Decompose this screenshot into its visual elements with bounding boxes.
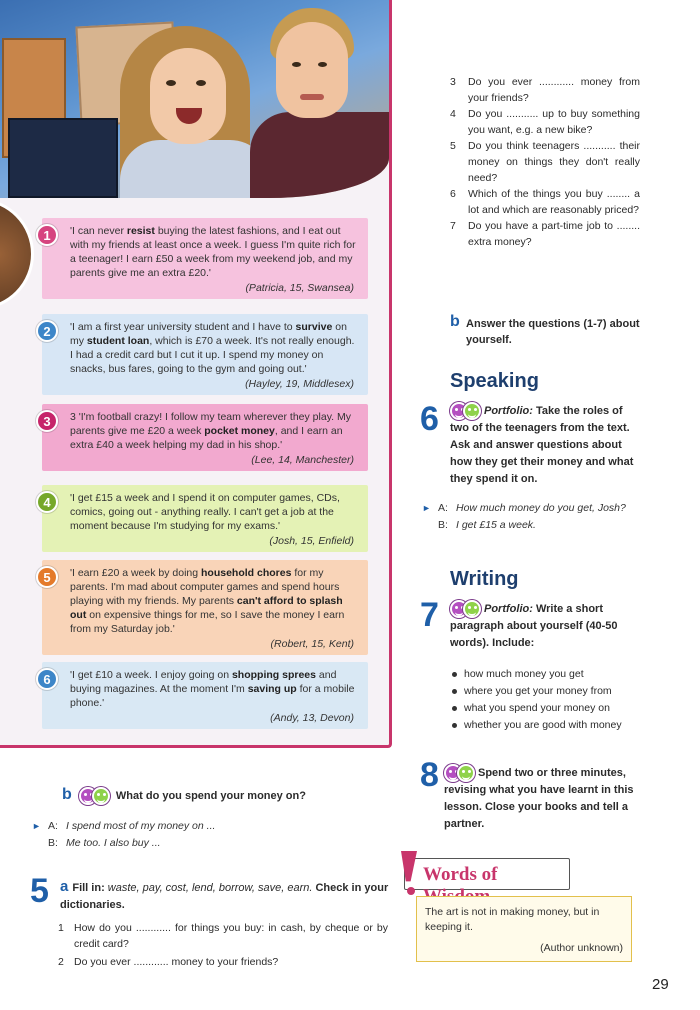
quote-signature: (Hayley, 19, Middlesex) <box>245 378 354 390</box>
quote-keyword: survive <box>295 321 333 333</box>
bullet-item: where you get your money from <box>450 683 650 700</box>
portfolio-label: Portfolio: <box>484 404 533 417</box>
quote-text: for my parents. I'm mad about computer games and spend hours playing with my friends. My parents <box>70 567 340 607</box>
quote-signature: (Josh, 15, Enfield) <box>269 535 354 547</box>
quote-number: 2 <box>36 320 58 342</box>
girl-eye <box>166 80 176 86</box>
quote-keyword: shopping sprees <box>231 669 316 681</box>
list-item <box>450 106 640 138</box>
reading-panel <box>0 0 392 748</box>
dialog-line: I spend most of my money on ... <box>66 820 216 832</box>
list-item <box>450 218 640 250</box>
item-text: Do you ever ............ money to your friends? <box>74 956 279 968</box>
task-letter: b <box>450 313 460 330</box>
task-text: What do you spend your money on? <box>115 790 306 802</box>
quote-signature: (Patricia, 15, Swansea) <box>245 282 354 294</box>
item-text: Which of the things you buy ........ a lot and which are reasonably priced? <box>468 188 640 216</box>
quote-number: 4 <box>36 491 58 513</box>
play-arrow-icon: ► <box>422 503 431 513</box>
quote-text: 'I earn £20 a week by doing <box>70 567 202 579</box>
quote-keyword: student loan <box>86 335 150 347</box>
task-b-spend <box>62 786 306 805</box>
pair-work-icon <box>79 787 110 805</box>
quote-text: 3 'I'm football crazy! I follow my team wherever they play. My parents give me £20 a week <box>70 411 351 437</box>
task-letter: a <box>60 878 69 895</box>
quote-text: 'I can never <box>70 225 127 237</box>
writing-task <box>450 600 640 652</box>
task-text: Take the roles of two of the teenagers from the text. Ask and answer questions about how they get their money and what they spend it on. <box>450 404 634 485</box>
pair-work-icon <box>450 600 481 618</box>
task-text: Check in your dictionaries. <box>60 882 389 911</box>
task-text: Answer the questions (1-7) about yourself. <box>466 318 640 346</box>
dialog-line: Me too. I also buy ... <box>66 837 161 849</box>
quote-signature: (Robert, 15, Kent) <box>270 638 354 650</box>
task-letter: b <box>62 786 72 803</box>
item-text: Do you have a part-time job to ........ extra money? <box>468 220 640 248</box>
item-number: 4 <box>450 108 456 120</box>
quote-keyword: saving up <box>247 683 297 695</box>
words-of-wisdom-box <box>416 896 632 962</box>
item-text: How do you ............ for things you buy: in cash, by cheque or by credit card? <box>74 922 388 950</box>
quote-box <box>42 314 368 395</box>
list-item <box>450 138 640 186</box>
quote-text: 'I get £15 a week and I spend it on computer games, CDs, comics, going out - anything really. I can't get a job at the moment because I'm studying for my exams.' <box>70 492 340 532</box>
quote-text: 'I get £10 a week. I enjoy going on <box>70 669 232 681</box>
quote-box <box>42 662 368 729</box>
task-b-answer <box>450 313 650 348</box>
task-number: 6 <box>420 400 439 438</box>
writing-bullets <box>450 666 650 734</box>
quote-keyword: household chores <box>201 567 292 579</box>
side-photo <box>0 198 34 310</box>
exclamation-icon <box>407 887 415 895</box>
list-item <box>450 74 640 106</box>
quote-text: on my <box>70 321 347 347</box>
girl-figure <box>150 48 226 144</box>
dialog-line: How much money do you get, Josh? <box>456 502 626 514</box>
portfolio-label: Portfolio: <box>484 602 533 615</box>
shopping-bag <box>8 118 118 198</box>
boy-figure <box>276 22 348 118</box>
speaking-heading: Speaking <box>450 370 539 392</box>
task-text: Fill in: <box>72 882 108 894</box>
boy-eye <box>318 62 327 67</box>
quote-text: for a mobile phone.' <box>70 683 355 709</box>
quote-text: 'I am a first year university student and I have to <box>70 321 296 333</box>
exclamation-icon <box>401 851 417 889</box>
quote-text: buying the latest fashions, and I eat out with my friends at least once a week. I guess I'm quite rich for a teenager! I earn £50 a week from my weekend job, and my parents give me an extra £20.' <box>70 225 356 279</box>
quote-number: 6 <box>36 668 58 690</box>
quote-box <box>42 218 368 299</box>
speaker-label: A: <box>438 502 448 514</box>
fill-in-list <box>58 920 388 972</box>
boy-eye <box>292 62 301 67</box>
item-number: 5 <box>450 140 456 152</box>
wow-title-text: Words of <box>423 864 498 885</box>
item-number: 7 <box>450 220 456 232</box>
speaker-label: A: <box>48 820 58 832</box>
word-list: waste, pay, cost, lend, borrow, save, earn. <box>107 882 313 894</box>
spend-dialog <box>32 818 368 852</box>
quote-keyword: resist <box>126 225 155 237</box>
quote-signature: (Lee, 14, Manchester) <box>251 454 354 466</box>
dialog-line: I get £15 a week. <box>456 519 536 531</box>
pair-work-icon <box>444 764 475 782</box>
question-list <box>450 74 640 250</box>
quote-text: , which is £70 a week. It's not really enough. I had a credit card but I cut it up. I spend my money on snacks, bus fares, going to the gym and going out.' <box>70 335 355 375</box>
speaker-label: B: <box>438 519 448 531</box>
pair-work-icon <box>450 402 481 420</box>
item-number: 2 <box>58 956 64 968</box>
task-number: 8 <box>420 756 439 794</box>
boy-mouth <box>300 94 324 100</box>
list-item <box>450 186 640 218</box>
page-number: 29 <box>652 976 669 993</box>
item-number: 1 <box>58 922 64 934</box>
girl-figure <box>120 140 270 198</box>
quote-keyword: pocket money <box>204 425 275 437</box>
boy-figure <box>250 112 389 198</box>
quote-number: 3 <box>36 410 58 432</box>
girl-eye <box>196 80 206 86</box>
item-number: 3 <box>450 76 456 88</box>
quote-text: , and I earn an extra £40 a week helping my dad in his shop.' <box>70 425 343 451</box>
quote-box <box>42 485 368 552</box>
quote-box <box>42 560 368 655</box>
bullet-item: whether you are good with money <box>450 717 650 734</box>
words-of-wisdom-title <box>404 858 570 890</box>
play-arrow-icon: ► <box>32 821 41 831</box>
task-5a <box>60 878 390 914</box>
item-text: Do you ........... up to buy something you want, e.g. a new bike? <box>468 108 640 136</box>
item-text: Do you think teenagers ........... their money on things they don't really need? <box>468 140 640 184</box>
item-text: Do you ever ............ money from your friends? <box>468 76 640 104</box>
bullet-item: what you spend your money on <box>450 700 650 717</box>
wisdom-quote: The art is not in making money, but in keeping it. <box>425 906 600 933</box>
list-item <box>58 954 388 970</box>
speaking-dialog <box>422 500 628 534</box>
quote-text: and buying magazines. At the moment I'm <box>70 669 337 695</box>
speaking-task <box>450 402 640 488</box>
task-number: 5 <box>30 872 49 910</box>
list-item <box>58 920 388 952</box>
teenagers-photo <box>0 0 389 198</box>
quote-signature: (Andy, 13, Devon) <box>270 712 354 724</box>
task-text: Write a short paragraph about yourself (40-50 words). Include: <box>450 602 618 649</box>
wisdom-author: (Author unknown) <box>540 942 623 954</box>
bullet-item: how much money you get <box>450 666 650 683</box>
quote-number: 5 <box>36 566 58 588</box>
task-number: 7 <box>420 596 439 634</box>
quote-number: 1 <box>36 224 58 246</box>
task-text: Spend two or three minutes, revising what you have learnt in this lesson. Close your books and tell a partner. <box>444 766 634 830</box>
speaker-label: B: <box>48 837 58 849</box>
quote-box <box>42 404 368 471</box>
task-8 <box>444 764 640 833</box>
writing-heading: Writing <box>450 568 519 590</box>
item-number: 6 <box>450 188 456 200</box>
quote-keyword: can't afford to splash out <box>70 595 343 621</box>
quote-text: on expensive things for me, so I save the money I earn from my Saturday job.' <box>70 609 345 635</box>
